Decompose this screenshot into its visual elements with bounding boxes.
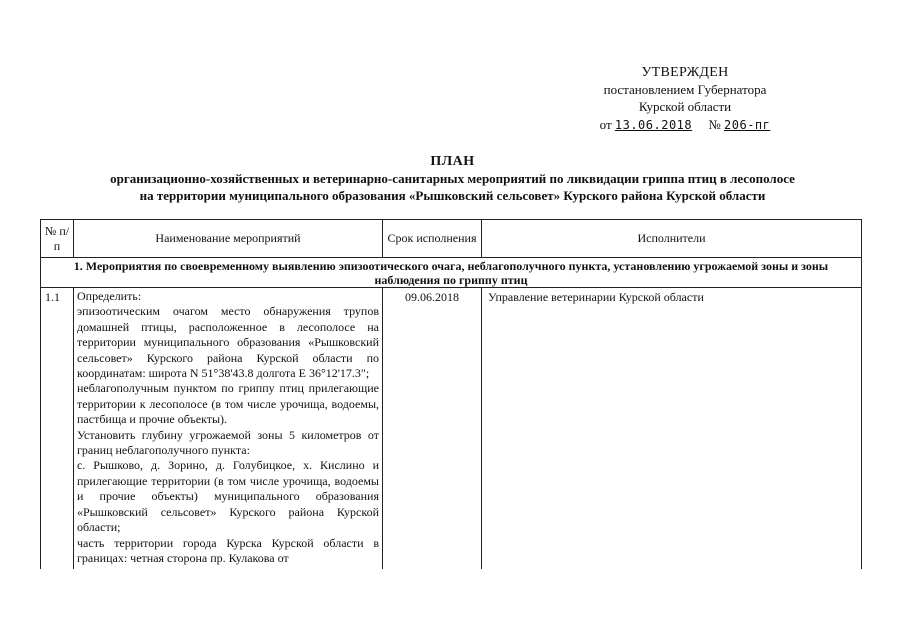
plan-subtitle-line-1: организационно-хозяйственных и ветеринарно-санитарных мероприятий по ликвидации гриппа птиц в лесополосе — [110, 171, 795, 186]
row-executor: Управление ветеринарии Курской области — [482, 288, 862, 571]
description-paragraph: Установить глубину угрожаемой зоны 5 километров от границ неблагополучного пункта: — [77, 427, 379, 458]
approval-from-label: от — [599, 117, 612, 132]
description-paragraph: неблагополучным пунктом по гриппу птиц прилегающие территории к лесополосе (в том числе урочища, водоемы, пастбища и прочие объекты). — [77, 381, 379, 427]
approval-title: УТВЕРЖДЕН — [641, 65, 729, 80]
plan-subtitle-line-2: на территории муниципального образования «Рышковский сельсовет» Курского района Курской области — [139, 188, 766, 203]
approval-date: 13.06.2018 — [614, 118, 693, 132]
plan-heading — [0, 153, 905, 204]
description-paragraph: с. Рышково, д. Зорино, д. Голубицкое, х. Кислино и прилегающие территории (в том числе урочища, водоемы и прочие объекты) муниципального образования «Рышковский сельсовет» Курского района Курской области; — [77, 458, 379, 535]
row-number: 1.1 — [41, 288, 74, 571]
row-deadline: 09.06.2018 — [383, 288, 482, 571]
approval-block — [560, 64, 810, 134]
approval-number-label: № — [708, 117, 721, 132]
section-row — [41, 258, 862, 288]
plan-title: ПЛАН — [430, 154, 475, 169]
approval-line-1: постановлением Губернатора — [603, 82, 767, 97]
row-description — [74, 288, 383, 571]
approval-date-line — [560, 116, 810, 134]
col-header-executors: Исполнители — [482, 220, 862, 258]
table-header-row — [41, 220, 862, 258]
approval-line-2: Курской области — [638, 99, 732, 114]
plan-table — [40, 219, 862, 571]
table-row — [41, 288, 862, 571]
description-paragraph: эпизоотическим очагом место обнаружения трупов домашней птицы, расположенное в лесополосе на территории муниципального образования «Рышковский сельсовет» Курского района Курской области по координатам: широта N 51°38'43.8 долгота E 36°12'17.3"; — [77, 304, 379, 381]
col-header-name: Наименование мероприятий — [74, 220, 383, 258]
col-header-deadline: Срок исполнения — [383, 220, 482, 258]
description-paragraph: часть территории города Курска Курской области в границах: четная сторона пр. Кулакова от — [77, 535, 379, 565]
approval-number: 206-пг — [724, 118, 771, 132]
col-header-num: № п/п — [41, 220, 74, 258]
description-paragraph: Определить: — [77, 289, 142, 303]
page-bottom-margin — [0, 569, 905, 640]
section-1-title: 1. Мероприятия по своевременному выявлению эпизоотического очага, неблагополучного пункта, установлению угрожаемой зоны и зоны наблюдения по гриппу птиц — [41, 258, 862, 288]
